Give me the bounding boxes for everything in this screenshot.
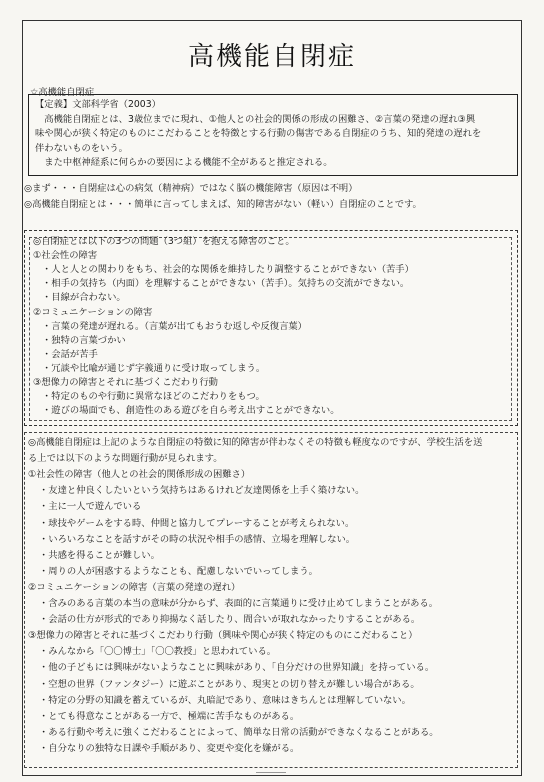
behavior-heading: る上では以下のような問題行動が見られます。 [28,453,223,465]
definition-box [28,94,518,176]
problem-item: ・言葉の発達が遅れる。（言葉が出てもおうむ返しや反復言葉） [42,320,307,332]
definition-line: 高機能自閉症とは、3歳位までに現れ、①他人との社会的関係の形成の困難さ、②言葉の発達の遅れ③興 [35,113,476,125]
footer-mark [256,772,286,779]
note-line: ◎まず・・・自閉症は心の病気（精神病）ではなく脳の機能障害（原因は不明） [24,183,358,194]
problems-box [24,230,518,426]
note-line: ◎高機能自閉症とは・・・簡単に言ってしまえば、知的障害がない（軽い）自閉症のことです。 [24,199,422,210]
problem-heading: ◎自閉症とは以下の3つの問題（3つ組）を抱える障害のこと。 [33,236,295,247]
behavior-heading: ◎高機能自閉症は上記のような自閉症の特徴に知的障害が伴わなくその特徴も軽度なのですが、学校生活を送 [28,437,483,448]
behavior-heading: ③想像力の障害とそれに基づくこだわり行動（興味や関心が狭く特定のものにこだわること） [28,630,418,642]
problem-heading: ③想像力の障害とそれに基づくこだわり行動 [33,377,218,388]
problem-item: ・人と人との関わりをもち、社会的な関係を維持したり調整することができない（苦手） [42,264,414,276]
problems-inner-frame [29,237,512,421]
behavior-item: ・共感を得ることが難しい。 [39,549,160,561]
problem-item: ・会話が苦手 [42,348,98,360]
behavior-heading: ①社会性の障害（他人との社会的関係形成の困難さ） [28,469,251,481]
problem-heading: ①社会性の障害 [33,250,98,262]
problem-item: ・目線が合わない。 [42,292,126,304]
page-title: 高機能自閉症 [187,42,356,72]
problem-item: ・相手の気持ち（内面）を理解することができない（苦手）。気持ちの交流ができない。 [42,278,410,290]
behavior-item: ・会話の仕方が形式的であり抑揚なく話したり、間合いが取れなかったりすることがある。 [39,614,421,626]
behavior-item: ・主に一人で遊んでいる [39,501,142,513]
behavior-item: ・みんなから「〇〇博士」「〇〇教授」と思われている。 [39,646,277,658]
problem-item: ・遊びの場面でも、創造性のある遊びを自ら考え出すことができない。 [42,405,340,417]
definition-line: 【定義】文部科学省（2003） [35,99,161,110]
behavior-item: ・周りの人が困惑するようなことも、配慮しないでいってしまう。 [39,565,318,577]
problem-heading: ②コミュニケーションの障害 [33,306,153,318]
section-heading: ☆高機能自閉症 [30,87,95,98]
behavior-item: ・友達と仲良くしたいという気持ちはあるけれど友達関係を上手く築けない。 [39,485,365,497]
problem-item: ・冗談や比喩が通じず字義通りに受け取ってしまう。 [42,362,266,374]
definition-line: 味や関心が狭く特定のものにこだわることを特徴とする行動の傷害である自閉症のうち、知的発達の遅れを [35,128,482,139]
definition-line: 伴わないものをいう。 [35,142,128,154]
behavior-item: ・ある行動や考えに強くこだわることによって、簡単な日常の活動ができなくなることがある。 [39,726,439,738]
behavior-item: ・自分なりの独特な日課や手順があり、変更や変化を嫌がる。 [39,742,300,754]
behavior-item: ・特定の分野の知識を蓄えているが、丸暗記であり、意味はきちんとは理解していない。 [39,694,411,706]
behavior-item: ・球技やゲームをする時、仲間と協力してプレーすることが考えられない。 [39,517,355,529]
behaviors-box [24,432,518,768]
definition-line: また中枢神経系に何らかの要因による機能不全があると推定される。 [35,157,333,168]
behavior-item: ・空想の世界（ファンタジー）に遊ぶことがあり、現実との切り替えが難しい場合がある。 [39,678,420,690]
problem-item: ・独特の言葉づかい [42,334,126,346]
behavior-heading: ②コミュニケーションの障害（言葉の発達の遅れ） [28,581,241,593]
behavior-item: ・いろいろなことを話すがその時の状況や相手の感情、立場を理解しない。 [39,533,356,545]
behavior-item: ・他の子どもには興味がないようなことに興味があり、「自分だけの世界知識」を持っている。 [39,662,435,674]
behavior-item: ・含みのある言葉の本当の意味が分からず、表面的に言葉通りに受け止めてしまうことがある。 [39,598,439,609]
problem-item: ・特定のものや行動に異常なほどのこだわりをもつ。 [42,391,265,403]
behavior-item: ・とても得意なことがある一方で、極端に苦手なものがある。 [39,710,300,722]
